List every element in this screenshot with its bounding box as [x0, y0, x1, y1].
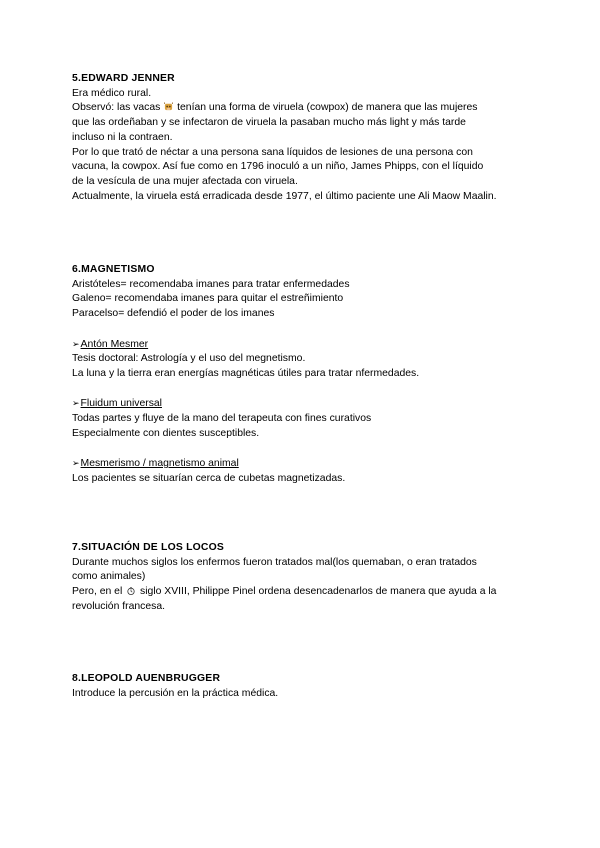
section-magnetismo: [72, 263, 542, 487]
subheading-text: Antón Mesmer: [80, 338, 149, 350]
paragraph-line: Los pacientes se situarían cerca de cubetas magnetizadas.: [72, 472, 346, 484]
arrow-bullet-icon: ➢: [72, 398, 80, 409]
text-span: siglo XVIII, Philippe Pinel ordena desencadenarlos de manera que ayuda a la: [140, 586, 497, 598]
paragraph-line: [72, 585, 542, 600]
paragraph-line: vacuna, la cowpox. Así fue como en 1796 inoculó a un niño, James Phipps, con el líquido: [72, 161, 484, 173]
clock-icon: [127, 586, 135, 594]
paragraph-line: como animales): [72, 571, 146, 583]
arrow-bullet-icon: ➢: [72, 458, 80, 469]
section-heading: 7.SITUACIÓN DE LOS LOCOS: [72, 542, 225, 553]
paragraph-line: Por lo que trató de néctar a una persona sana líquidos de lesiones de una persona con: [72, 146, 473, 158]
paragraph-line: Introduce la percusión en la práctica médica.: [72, 687, 279, 699]
paragraph-line: Era médico rural.: [72, 87, 152, 99]
subheading-text: Mesmerismo / magnetismo animal: [80, 458, 239, 470]
section-heading: 5.EDWARD JENNER: [72, 73, 175, 84]
paragraph-line: Paracelso= defendió el poder de los imanes: [72, 308, 275, 320]
paragraph-line: de la vesícula de una mujer afectada con viruela.: [72, 175, 298, 187]
subheading-fluidum-universal: [72, 396, 542, 412]
paragraph-line: que las ordeñaban y se infectaron de viruela la pasaban mucho más light y más tarde: [72, 117, 466, 129]
subheading-anton-mesmer: [72, 337, 542, 353]
paragraph-line: revolución francesa.: [72, 600, 165, 612]
section-leopold-auenbrugger: [72, 672, 542, 701]
paragraph-line: Todas partes y fluye de la mano del terapeuta con fines curativos: [72, 413, 372, 424]
paragraph-line: La luna y la tierra eran energías magnéticas útiles para tratar nfermedades.: [72, 367, 420, 379]
paragraph-line: Tesis doctoral: Astrología y el uso del megnetismo.: [72, 353, 306, 365]
paragraph-line: Aristóteles= recomendaba imanes para tratar enfermedades: [72, 278, 350, 290]
text-span: tenían una forma de viruela (cowpox) de manera que las mujeres: [177, 102, 478, 114]
paragraph-line: Durante muchos siglos los enfermos fueron tratados mal(los quemaban, o eran tratados: [72, 556, 477, 568]
text-span: Pero, en el: [72, 586, 123, 598]
text-span: Observó: las vacas: [72, 102, 161, 114]
paragraph-line: Actualmente, la viruela está erradicada desde 1977, el último paciente une Ali Maow Maalin.: [72, 190, 497, 202]
paragraph-line: [72, 101, 542, 116]
cow-emoji-icon: [164, 102, 173, 111]
section-heading: 6.MAGNETISMO: [72, 264, 155, 275]
paragraph-line: Galeno= recomendaba imanes para quitar el estreñimiento: [72, 293, 344, 305]
paragraph-line: incluso ni la contraen.: [72, 131, 173, 143]
section-situacion-locos: [72, 541, 542, 615]
section-heading: 8.LEOPOLD AUENBRUGGER: [72, 673, 221, 684]
arrow-bullet-icon: ➢: [72, 338, 80, 349]
section-edward-jenner: [72, 72, 542, 204]
subheading-text: Fluidum universal: [80, 398, 162, 410]
subheading-mesmerismo: [72, 456, 542, 472]
paragraph-line: Especialmente con dientes susceptibles.: [72, 427, 260, 439]
